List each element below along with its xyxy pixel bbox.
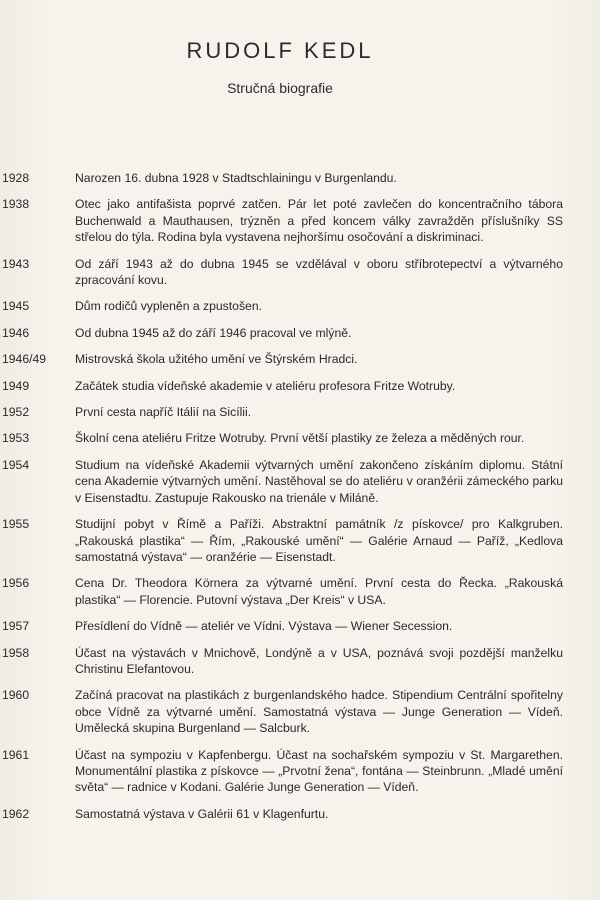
entry-text: Účast na výstavách v Mnichově, Londýně a v USA, poznává svoji pozdější manželku Christinu Elefantovou. [75, 645, 563, 676]
timeline-entry [0, 516, 600, 565]
entry-year: 1938 [2, 197, 30, 212]
timeline-entry [0, 298, 600, 314]
entry-text: Začátek studia vídeňské akademie v ateliéru profesora Fritze Wotruby. [75, 378, 456, 393]
entry-year: 1960 [2, 688, 30, 703]
entry-text: Studium na vídeňské Akademii výtvarných umění zakončeno získáním diplomu. Státní cena Akademie výtvarných umění. Nastěhoval se do ateliéru v oranžérii zámeckého parku v Eisenstadtu. Zastupuje Rakousko na trienále v Miláně. [75, 457, 563, 505]
entry-text: Cena Dr. Theodora Körnera za výtvarné umění. První cesta do Řecka. „Rakouská plastika“ — Florencie. Putovní výstava „Der Kreis“ v USA. [75, 576, 563, 607]
entry-year: 1946/49 [2, 352, 47, 367]
entry-year: 1962 [2, 806, 30, 821]
biography-timeline [0, 170, 600, 822]
timeline-entry [0, 430, 600, 446]
timeline-entry [0, 351, 600, 367]
entry-text: Narozen 16. dubna 1928 v Stadtschlainingu v Burgenlandu. [75, 171, 397, 185]
timeline-entry [0, 256, 600, 289]
entry-text: Samostatná výstava v Galérii 61 v Klagenfurtu. [75, 806, 329, 821]
entry-text: Začíná pracovat na plastikách z burgenlandského hadce. Stipendium Centrální spořitelny obce Vídně za výtvarné umění. Samostatná výstava — Junge Generation — Vídeň. Umělecká skupina Burgenland — Salcburk. [75, 688, 563, 736]
entry-text: Studijní pobyt v Římě a Paříži. Abstraktní památník /z pískovce/ pro Kalkgruben. „Rakouská plastika“ — Řím, „Rakouské umění“ — Galérie Arnaud — Paříž, „Kedlova samostatná výstava“ — oranžérie — Eisenstadt. [75, 517, 563, 564]
timeline-entry [0, 170, 600, 186]
entry-year: 1949 [2, 378, 30, 393]
timeline-entry [0, 575, 600, 608]
entry-year: 1943 [2, 256, 30, 271]
entry-text: Mistrovská škola užitého umění ve Štýrském Hradci. [75, 352, 358, 367]
entry-text: Účast na sympoziu v Kapfenbergu. Účast na sochařském sympoziu v St. Margarethen. Monumentální plastika z pískovce — „Prvotní žena“, fontána — Steinbrunn. „Mladé umění světa“ — radnice v Kodani. Galérie Junge Generation — Vídeň. [75, 747, 563, 795]
page-subtitle: Stručná biografie [227, 80, 333, 96]
entry-year: 1945 [2, 299, 30, 314]
entry-text: Školní cena ateliéru Fritze Wotruby. První větší plastiky ze železa a měděných rour. [75, 431, 525, 446]
timeline-entry [0, 687, 600, 736]
entry-year: 1958 [2, 645, 30, 660]
entry-year: 1946 [2, 325, 30, 340]
page-title: RUDOLF KEDL [186, 38, 374, 63]
entry-text: Otec jako antifašista poprvé zatčen. Pár let poté zavlečen do koncentračního tábora Buchenwald a Mauthausen, trýzněn a před koncem války zavražděn příslušníky SS střelou do týla. Rodina byla vystavena nejhoršímu osočování a diskriminaci. [75, 197, 563, 245]
entry-text: Od září 1943 až do dubna 1945 se vzdělával v oboru stříbrotepectví a výtvarného zpracování kovu. [75, 256, 563, 288]
timeline-entry [0, 196, 600, 245]
entry-year: 1961 [2, 747, 30, 762]
timeline-entry [0, 378, 600, 394]
timeline-entry [0, 404, 600, 420]
timeline-entry [0, 645, 600, 678]
entry-text: Přesídlení do Vídně — ateliér ve Vídni. Výstava — Wiener Secession. [75, 619, 453, 634]
entry-text: Dům rodičů vypleněn a zpustošen. [75, 299, 262, 314]
entry-year: 1954 [2, 457, 30, 472]
timeline-entry [0, 325, 600, 341]
timeline-entry [0, 618, 600, 634]
entry-year: 1957 [2, 619, 30, 634]
entry-year: 1953 [2, 431, 30, 446]
timeline-entry [0, 747, 600, 796]
entry-year: 1956 [2, 576, 30, 591]
entry-year: 1952 [2, 405, 30, 420]
timeline-entry [0, 457, 600, 506]
entry-year: 1928 [2, 171, 30, 185]
entry-text: První cesta napříč Itálií na Sicílii. [75, 405, 252, 420]
entry-text: Od dubna 1945 až do září 1946 pracoval ve mlýně. [75, 325, 352, 340]
timeline-entry [0, 806, 600, 822]
entry-year: 1955 [2, 517, 30, 532]
